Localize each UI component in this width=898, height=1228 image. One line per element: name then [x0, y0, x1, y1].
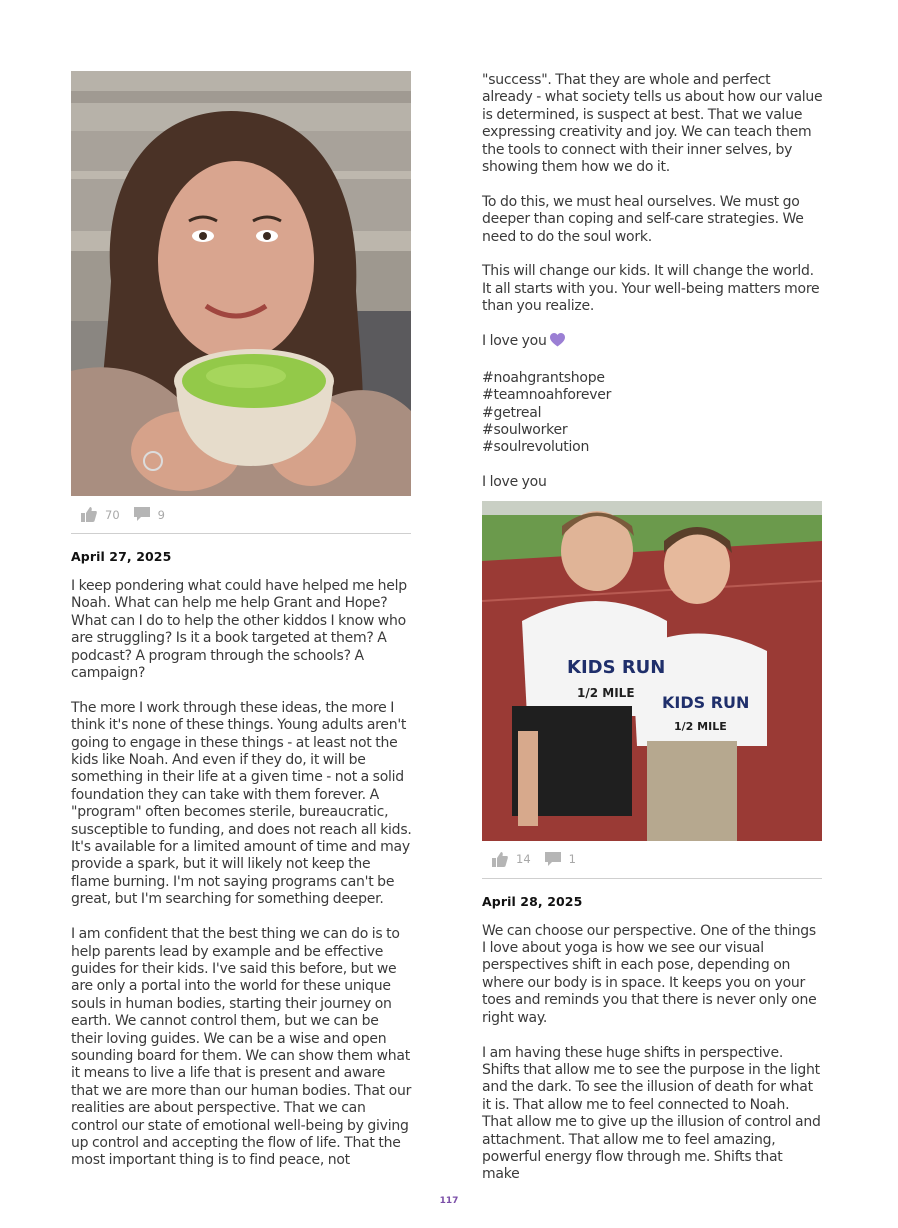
closing-line: I love you [482, 474, 547, 491]
purple-heart-icon [550, 333, 565, 352]
post-date: April 28, 2025 [482, 893, 583, 909]
like-count[interactable] [492, 852, 531, 867]
comment-icon [134, 507, 150, 522]
hashtag[interactable]: #getreal [482, 404, 542, 421]
paragraph: The more I work through these ideas, the more I think it's none of these things. Young adults aren't going to engage in these things - at least not the kids like Noah. And even if they do, it will be something in their life at a given time - not a solid foundation they can take with them forever. A "program" often becomes sterile, bureaucratic, susceptible to funding, and does not reach all kids. It's available for a limited amount of time and may provide a spark, but it will likely not keep the flame burning. I'm not saying programs can't be great, but I'm searching for something deeper. [71, 699, 412, 908]
hashtag-list [482, 370, 823, 457]
comment-icon [545, 852, 561, 867]
shirt-text-1: KIDS RUN [567, 656, 666, 678]
shirt-text-2: KIDS RUN [662, 692, 750, 712]
hashtag[interactable]: #soulworker [482, 422, 568, 439]
paragraph: I am having these huge shifts in perspective. Shifts that allow me to see the purpose in the light and the dark. To see the illusion of death for what it is. That allow me to feel connected to Noah. That allow me to give up the illusion of control and attachment. That allow me to feel amazing, powerful energy flow through me. Shifts that make [482, 1044, 821, 1183]
reactions-bar [482, 841, 822, 879]
paragraph: I keep pondering what could have helped me help Noah. What can help me help Grant and Hope? What can I do to help the other kiddos I know who are struggling? Is it a book targeted at them? A podcast? A program through the schools? A campaign? [71, 578, 407, 682]
comment-count-value: 9 [157, 507, 165, 522]
kids-run-photo-image [482, 501, 822, 841]
thumbs-up-icon [81, 507, 97, 522]
reactions-bar [71, 496, 411, 534]
right-column [482, 72, 823, 1184]
thumbs-up-icon [492, 852, 508, 867]
post-photo-kids-run[interactable] [482, 501, 822, 841]
hashtag[interactable]: #teamnoahforever [482, 387, 612, 404]
like-count-value: 70 [105, 507, 120, 522]
love-line [482, 333, 823, 352]
post-photo-matcha[interactable] [71, 71, 411, 496]
paragraph: I am confident that the best thing we can do is to help parents lead by example and be effective guides for their kids. I've said this before, but we are only a portal into the world for these unique souls in human bodies, starting their journey on earth. We cannot control them, but we can be their loving guides. We can be a wise and open sounding board for them. We can show them what it means to live a life that is present and aware that we are more than our human bodies. That our realities are about perspective. That we can control our state of emotional well-being by giving up control and accepting the flow of life. That the most important thing is to find peace, not [71, 926, 412, 1169]
matcha-photo-image [71, 71, 411, 496]
like-count-value: 14 [516, 852, 531, 867]
comment-count-value: 1 [568, 852, 576, 867]
shirt-subtext-2: 1/2 MILE [674, 719, 727, 733]
hashtag[interactable]: #soulrevolution [482, 439, 590, 456]
paragraph: We can choose our perspective. One of the things I love about yoga is how we see our visual perspectives shift in each pose, depending on where our body is in space. It keeps you on your toes and reminds you that there is never only one right way. [482, 922, 817, 1026]
love-line-text: I love you [482, 333, 547, 350]
paragraph: To do this, we must heal ourselves. We must go deeper than coping and self-care strategies. We need to do the soul work. [482, 193, 804, 245]
comment-count[interactable] [545, 852, 576, 867]
hashtag[interactable]: #noahgrantshope [482, 369, 605, 386]
comment-count[interactable] [134, 507, 165, 522]
page-number: 117 [439, 1196, 459, 1206]
paragraph: "success". That they are whole and perfect already - what society tells us about how our value is determined, is suspect at best. That we value expressing creativity and joy. We can teach them the tools to connect with their inner selves, by showing them how we do it. [482, 72, 823, 176]
like-count[interactable] [81, 507, 120, 522]
left-column [71, 71, 412, 1170]
post-date: April 27, 2025 [71, 549, 172, 564]
paragraph: This will change our kids. It will change the world. It all starts with you. Your well-being matters more than you realize. [482, 263, 820, 315]
shirt-subtext-1: 1/2 MILE [577, 685, 635, 700]
